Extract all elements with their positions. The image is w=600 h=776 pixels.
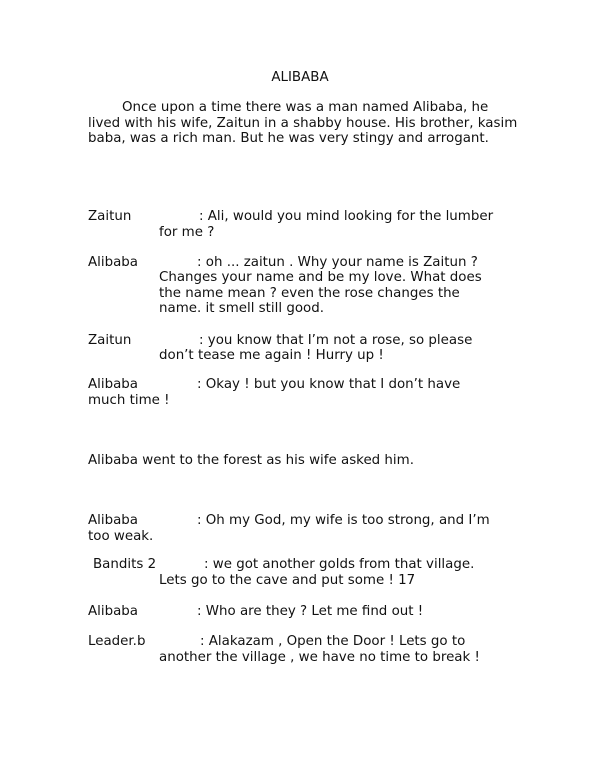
speaker-name: Zaitun [88,333,132,348]
intro-paragraph: Once upon a time there was a man named Alibaba, he lived with his wife, Zaitun in a shabby house. His brother, kasim baba, was a rich man. But he was very stingy and arrogant. [88,100,518,147]
dialogue-line: : Oh my God, my wife is too strong, and I’m [197,513,490,528]
dialogue-line: : we got another golds from that village. [204,557,475,572]
dialogue-line: : Who are they ? Let me find out ! [197,604,424,619]
dialogue-line: : Ali, would you mind looking for the lumber [199,209,494,224]
dialogue-line: : you know that I’m not a rose, so please [199,333,473,348]
speaker-name: Alibaba [88,255,139,270]
speaker-name: Alibaba [88,377,139,392]
narration-paragraph: Alibaba went to the forest as his wife asked him. [88,453,414,468]
speaker-name: Zaitun [88,209,132,224]
dialogue-continuation: for me ? [159,225,215,240]
dialogue-continuation: don’t tease me again ! Hurry up ! [159,348,384,363]
speaker-name: Alibaba [88,513,139,528]
dialogue-continuation: Lets go to the cave and put some ! 17 [159,573,416,588]
dialogue-line: : Okay ! but you know that I don’t have [197,377,461,392]
dialogue-line: : oh ... zaitun . Why your name is Zaitun ? [197,255,478,270]
dialogue-continuation: much time ! [88,393,170,408]
dialogue-continuation: Changes your name and be my love. What does the name mean ? even the rose changes the name. it smell still good. [159,270,482,317]
document-title: ALIBABA [271,70,329,85]
dialogue-continuation: too weak. [88,529,154,544]
speaker-name: Bandits 2 [93,557,157,572]
speaker-name: Leader.b [88,634,146,649]
dialogue-continuation: another the village , we have no time to break ! [159,650,480,665]
dialogue-line: : Alakazam , Open the Door ! Lets go to [200,634,466,649]
speaker-name: Alibaba [88,604,139,619]
